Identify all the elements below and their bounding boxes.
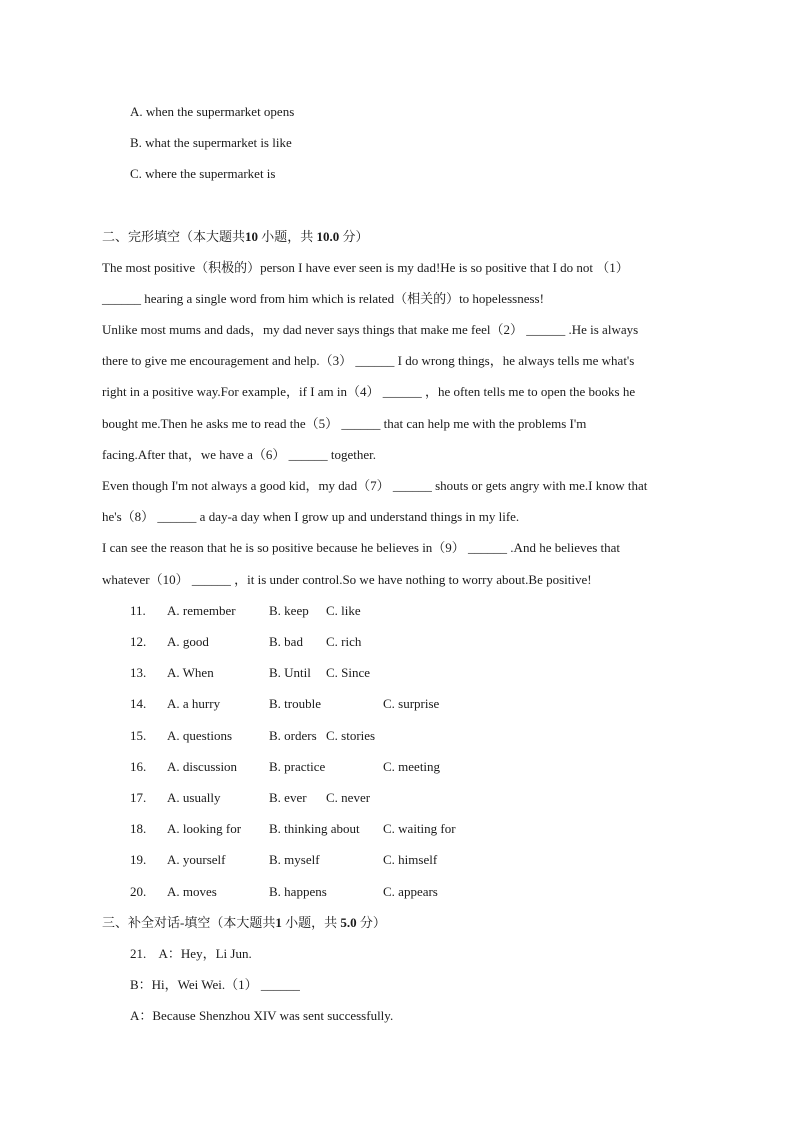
choice-a: A. yourself — [167, 852, 226, 867]
option-b: B. what the supermarket is like — [130, 135, 292, 150]
question-number: 14. — [130, 696, 147, 711]
choice-a: A. questions — [167, 728, 232, 743]
passage-line: I can see the reason that he is so positive because he believes in（9） ______ .And he believes that — [102, 540, 621, 555]
choice-b: B. ever — [269, 790, 307, 805]
heading-suffix: 分） — [356, 915, 386, 930]
question-number: 19. — [130, 852, 147, 867]
choice-a: A. looking for — [167, 821, 242, 836]
passage-line: right in a positive way.For example，if I am in（4） ______ ，he often tells me to open the books he — [102, 384, 636, 399]
choice-c: C. appears — [383, 884, 438, 899]
choice-c: C. stories — [326, 728, 376, 743]
section-score: 10.0 — [316, 229, 340, 244]
choice-c: C. meeting — [383, 759, 441, 774]
section-heading-dialogue — [102, 915, 386, 931]
question-number: 15. — [130, 728, 147, 743]
choice-c: C. waiting for — [383, 821, 456, 836]
dialogue-line: A：Because Shenzhou XIV was sent successfully. — [130, 1008, 394, 1023]
heading-prefix: 三、补全对话-填空（本大题共 — [102, 915, 276, 930]
passage-line: ______ hearing a single word from him which is related（相关的）to hopelessness! — [102, 291, 544, 306]
choice-a: A. discussion — [167, 759, 238, 774]
choice-a: A. a hurry — [167, 696, 221, 711]
heading-suffix: 分） — [339, 229, 369, 244]
passage-line: Even though I'm not always a good kid，my dad（7） ______ shouts or gets angry with me.I know that — [102, 478, 648, 493]
heading-mid: 小题，共 — [281, 915, 341, 930]
choice-c: C. rich — [326, 634, 362, 649]
question-number: 16. — [130, 759, 147, 774]
question-number: 17. — [130, 790, 147, 805]
choice-a: A. remember — [167, 603, 236, 618]
choice-a: A. When — [167, 665, 214, 680]
passage-line: facing.After that，we have a（6） ______ together. — [102, 447, 376, 462]
dialogue-line: 21. A：Hey，Li Jun. — [130, 946, 252, 961]
passage-line: whatever（10） ______ ，it is under control.So we have nothing to worry about.Be positive! — [102, 572, 592, 587]
passage-line: there to give me encouragement and help.（3） ______ I do wrong things，he always tells me what's — [102, 353, 635, 368]
choice-a: A. usually — [167, 790, 221, 805]
option-c: C. where the supermarket is — [130, 166, 276, 181]
question-number: 20. — [130, 884, 147, 899]
heading-prefix: 二、完形填空（本大题共 — [102, 229, 246, 244]
choice-a: A. good — [167, 634, 209, 649]
section-score: 5.0 — [340, 915, 357, 930]
question-number: 18. — [130, 821, 147, 836]
question-count: 1 — [275, 915, 282, 930]
choice-b: B. happens — [269, 884, 327, 899]
choice-b: B. keep — [269, 603, 309, 618]
passage-line: he's（8） ______ a day-a day when I grow up and understand things in my life. — [102, 509, 520, 524]
choice-c: C. never — [326, 790, 371, 805]
option-a: A. when the supermarket opens — [130, 104, 295, 119]
passage-line: Unlike most mums and dads，my dad never says things that make me feel（2） ______ .He is always — [102, 322, 639, 337]
question-number: 13. — [130, 665, 147, 680]
choice-b: B. trouble — [269, 696, 321, 711]
question-count: 10 — [245, 229, 259, 244]
question-number: 12. — [130, 634, 147, 649]
choice-b: B. orders — [269, 728, 317, 743]
choice-b: B. myself — [269, 852, 320, 867]
choice-b: B. bad — [269, 634, 303, 649]
choice-b: B. practice — [269, 759, 326, 774]
choice-b: B. Until — [269, 665, 311, 680]
choice-b: B. thinking about — [269, 821, 360, 836]
choice-c: C. like — [326, 603, 361, 618]
choice-c: C. himself — [383, 852, 438, 867]
passage-line: bought me.Then he asks me to read the（5） ______ that can help me with the problems I'm — [102, 416, 587, 431]
heading-mid: 小题，共 — [258, 229, 317, 244]
passage-line: The most positive（积极的）person I have ever seen is my dad!He is so positive that I do not （1） — [102, 260, 629, 275]
choice-c: C. surprise — [383, 696, 440, 711]
dialogue-line: B：Hi，Wei Wei.（1） ______ — [130, 977, 300, 992]
choice-a: A. moves — [167, 884, 217, 899]
question-number: 11. — [130, 603, 146, 618]
choice-c: C. Since — [326, 665, 371, 680]
section-heading-cloze — [102, 229, 369, 245]
